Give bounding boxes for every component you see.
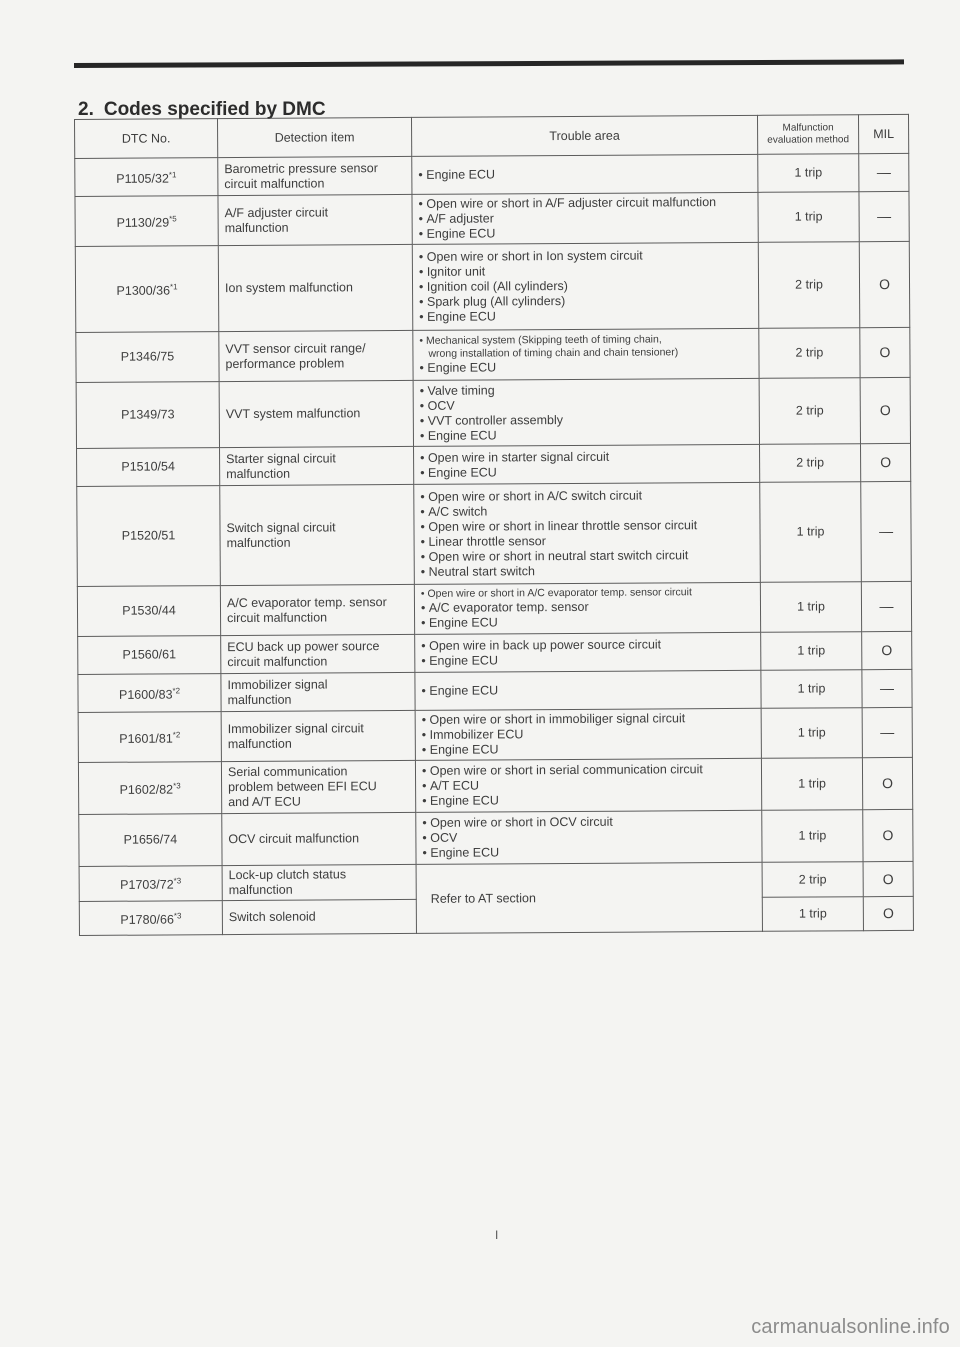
table-header-row (75, 114, 909, 158)
trouble-area-item: • Engine ECU (422, 741, 755, 758)
detection-item-cell (218, 244, 413, 331)
trouble-area-list (418, 166, 751, 183)
table-row (78, 707, 912, 762)
trouble-area-list (418, 195, 751, 242)
detection-item-cell (222, 864, 416, 900)
detection-item-line: Immobilizer signal (227, 676, 328, 692)
detection-item-line: malfunction (227, 692, 292, 707)
trouble-area-item: • Open wire in starter signal circuit (420, 448, 753, 465)
trouble-area-list (419, 248, 752, 325)
detection-item-cell (219, 380, 413, 447)
dtc-code-cell (78, 712, 221, 763)
trouble-area-item: • A/C switch (420, 502, 753, 519)
trouble-area-list (420, 381, 753, 443)
table-row (79, 809, 913, 866)
dtc-code-cell (77, 486, 221, 587)
detection-item-line: Serial communication (227, 764, 348, 780)
detection-item-cell (220, 584, 414, 635)
detection-item-line: Starter signal circuit (226, 450, 336, 466)
dtc-code: P1346/75 (120, 349, 175, 364)
mil-indicator-cell: — (862, 669, 912, 707)
trouble-area-list (421, 586, 754, 631)
mil-indicator-cell: — (859, 191, 909, 241)
trouble-area-item: • Valve timing (420, 381, 753, 398)
header-mil: MIL (858, 114, 908, 153)
dtc-code: P1130/29 (116, 215, 170, 230)
evaluation-method-cell: 2 trip (759, 378, 860, 445)
table-row (76, 377, 910, 448)
trouble-area-item: • OCV (420, 396, 753, 413)
detection-item-line: malfunction (226, 535, 291, 550)
mil-indicator-cell: O (860, 443, 910, 481)
dtc-code: P1600/83 (118, 687, 173, 702)
detection-item-line: malfunction (227, 736, 292, 751)
dtc-code: P1601/81 (119, 731, 173, 746)
detection-item-cell (221, 710, 415, 761)
trouble-area-item: • OCV (422, 829, 755, 846)
page-number: I (495, 1228, 499, 1242)
evaluation-method-cell: 1 trip (762, 810, 863, 863)
detection-item-line: Immobilizer signal circuit (227, 720, 364, 736)
header-detection-item: Detection item (218, 117, 412, 157)
dtc-code-cell (75, 246, 219, 333)
dtc-code-cell (79, 901, 222, 936)
dtc-code: P1300/36 (116, 283, 171, 298)
dtc-code-cell (77, 448, 220, 487)
trouble-area-item: • Open wire or short in A/C evaporator temp. sensor circuit (421, 586, 754, 601)
table-row (75, 153, 909, 196)
trouble-area-cell (414, 482, 761, 584)
trouble-area-item: • Engine ECU (420, 426, 753, 443)
trouble-area-item: • Engine ECU (418, 166, 751, 183)
dtc-code-cell (75, 196, 218, 247)
footer-watermark: carmanualsonline.info (751, 1316, 950, 1338)
dtc-code-cell (79, 866, 222, 902)
trouble-area-item: • A/F adjuster (419, 210, 752, 227)
detection-item-line: ECU back up power source (227, 638, 380, 654)
trouble-area-list (420, 487, 754, 579)
detection-item-cell (221, 672, 415, 711)
detection-item-line: Barometric pressure sensor (224, 160, 378, 176)
trouble-area-cell (412, 242, 759, 330)
table-row (77, 481, 912, 586)
trouble-area-item: • Open wire or short in immobiliger signal circuit (422, 711, 755, 728)
mil-indicator-cell: O (860, 377, 910, 443)
table-row (78, 757, 912, 814)
trouble-area-item: • VVT controller assembly (420, 411, 753, 428)
trouble-area-list (420, 448, 753, 480)
trouble-area-item: • Open wire or short in A/C switch circuit (420, 487, 753, 504)
mil-indicator-cell: O (863, 861, 913, 896)
dtc-footnote-mark: *3 (173, 876, 182, 886)
mil-indicator-cell: O (863, 809, 913, 861)
detection-item-cell (221, 634, 415, 673)
dtc-code: P1349/73 (120, 407, 175, 422)
dtc-code-cell (75, 158, 218, 197)
header-trouble-area: Trouble area (411, 115, 757, 156)
trouble-area-cell (415, 708, 761, 760)
header-dtc-no: DTC No. (75, 119, 218, 159)
trouble-area-item: • Ignition coil (All cylinders) (419, 278, 752, 295)
evaluation-method-cell: 1 trip (762, 897, 863, 932)
dtc-code-cell (78, 762, 221, 815)
trouble-area-cell (414, 582, 760, 634)
table-row (77, 581, 911, 636)
trouble-area-item: • Engine ECU (421, 682, 754, 699)
evaluation-method-cell: 2 trip (758, 242, 860, 329)
trouble-area-cell (416, 810, 762, 864)
evaluation-method-cell: 1 trip (758, 154, 859, 193)
trouble-area-cell (412, 154, 758, 194)
trouble-area-list (422, 762, 755, 809)
dtc-code: P1520/51 (121, 528, 176, 543)
trouble-area-item: wrong installation of timing chain and chain tensioner) (428, 346, 679, 360)
dtc-table (74, 114, 914, 936)
detection-item-cell (222, 899, 416, 934)
table-body (75, 153, 914, 935)
mil-indicator-cell: — (861, 481, 912, 581)
trouble-area-cell (412, 192, 758, 244)
dtc-code: P1560/61 (122, 647, 177, 662)
table-row (78, 631, 912, 674)
trouble-area-item: • Linear throttle sensor (421, 532, 754, 549)
trouble-area-merged-cell: Refer to AT section (416, 862, 762, 933)
trouble-area-item: • Mechanical system (Skipping teeth of timing chain, (419, 333, 752, 348)
detection-item-line: malfunction (224, 220, 289, 235)
dtc-code: P1105/32 (116, 171, 169, 186)
evaluation-method-cell: 1 trip (760, 482, 862, 583)
top-rule (74, 59, 904, 68)
dtc-code: P1703/72 (120, 877, 174, 893)
trouble-area-item: • Engine ECU (419, 308, 752, 325)
dtc-code-cell (78, 636, 221, 675)
trouble-area-item: • A/T ECU (422, 777, 755, 794)
detection-item-line: A/F adjuster circuit (224, 204, 329, 220)
dtc-code-cell (76, 332, 219, 383)
evaluation-method-cell: 1 trip (761, 632, 862, 671)
trouble-area-list (422, 711, 755, 758)
detection-item-line: problem between EFI ECU (228, 779, 377, 795)
trouble-area-item: • Engine ECU (421, 651, 754, 668)
detection-item-line: malfunction (226, 466, 291, 481)
dtc-footnote-mark: *2 (172, 730, 181, 740)
trouble-area-item: • Open wire or short in neutral start switch circuit (421, 547, 754, 564)
trouble-area-item: • Engine ECU (419, 225, 752, 242)
trouble-area-list (421, 682, 754, 699)
trouble-area-item: • A/C evaporator temp. sensor (421, 599, 754, 616)
detection-item-line: VVT sensor circuit range/ (225, 340, 366, 356)
dtc-code: P1780/66 (120, 912, 174, 927)
dtc-code-cell (79, 814, 222, 867)
trouble-area-list (421, 636, 754, 668)
detection-item-line: A/C evaporator temp. sensor (226, 594, 387, 610)
table-row (78, 669, 912, 712)
evaluation-method-cell: 2 trip (762, 862, 863, 898)
trouble-area-item: • Neutral start switch (421, 562, 754, 579)
header-evaluation-method (757, 115, 858, 155)
detection-item-line: VVT system malfunction (225, 406, 361, 422)
detection-item-line: and A/T ECU (228, 794, 301, 810)
trouble-area-cell (413, 328, 759, 380)
detection-item-line: performance problem (225, 355, 345, 371)
mil-indicator-cell: — (861, 581, 911, 631)
trouble-area-item: • Ignitor unit (419, 263, 752, 280)
trouble-area-cell (413, 378, 759, 446)
header-evaluation-line-2: evaluation method (767, 134, 850, 146)
dtc-footnote-mark: *1 (168, 170, 177, 180)
evaluation-method-cell: 1 trip (761, 670, 862, 709)
dtc-footnote-mark: *5 (169, 214, 177, 224)
trouble-area-cell (415, 670, 761, 710)
dtc-code: P1530/44 (122, 603, 176, 618)
dtc-footnote-mark: *3 (173, 781, 181, 791)
mil-indicator-cell: O (862, 631, 912, 669)
header-evaluation-line-1: Malfunction (782, 122, 834, 134)
trouble-area-item: • Open wire or short in linear throttle sensor circuit (420, 517, 753, 534)
detection-item-line: Switch signal circuit (226, 519, 336, 535)
table-row (75, 241, 910, 332)
mil-indicator-cell: O (862, 757, 912, 809)
detection-item-line: circuit malfunction (227, 609, 328, 625)
trouble-area-item: • Engine ECU (419, 359, 752, 376)
dtc-code-cell (77, 586, 220, 637)
detection-item-line: Switch solenoid (228, 909, 316, 925)
trouble-area-item: • Open wire in back up power source circuit (421, 636, 754, 653)
mil-indicator-cell: O (860, 327, 910, 377)
mil-indicator-cell: O (863, 896, 913, 930)
trouble-area-cell (414, 444, 760, 484)
dtc-footnote-mark: *2 (172, 686, 181, 696)
detection-item-cell (219, 330, 413, 381)
trouble-area-cell (415, 758, 761, 812)
evaluation-method-cell: 1 trip (758, 192, 859, 243)
table-row (77, 443, 911, 486)
trouble-area-item: • Engine ECU (420, 463, 753, 480)
dtc-code: P1510/54 (121, 459, 175, 474)
detection-item-line: malfunction (228, 882, 293, 898)
table-row (75, 191, 909, 246)
mil-indicator-cell: O (859, 241, 910, 327)
trouble-area-item: • Engine ECU (422, 792, 755, 809)
detection-item-cell (218, 194, 412, 245)
evaluation-method-cell: 2 trip (760, 444, 861, 483)
trouble-area-item: • Engine ECU (422, 844, 755, 861)
trouble-area-list (419, 333, 752, 376)
detection-item-cell (218, 156, 412, 195)
section-title: Codes specified by DMC (103, 99, 326, 120)
mil-indicator-cell: — (859, 153, 909, 191)
detection-item-line: Ion system malfunction (224, 280, 353, 296)
detection-item-line: circuit malfunction (224, 175, 325, 191)
detection-item-line: OCV circuit malfunction (228, 831, 360, 847)
trouble-area-cell (415, 632, 761, 672)
dtc-code-cell (76, 382, 219, 449)
detection-item-line: circuit malfunction (227, 653, 328, 669)
section-number: 2. (78, 99, 94, 120)
trouble-area-item: • Open wire or short in serial communication circuit (422, 762, 755, 779)
dtc-footnote-mark: *1 (169, 282, 178, 292)
dtc-footnote-mark: *3 (173, 911, 182, 921)
evaluation-method-cell: 2 trip (759, 328, 860, 379)
dtc-code: P1656/74 (123, 832, 178, 847)
trouble-area-item: • Engine ECU (421, 614, 754, 631)
detection-item-cell (222, 812, 416, 865)
dtc-code: P1602/82 (119, 782, 174, 797)
trouble-area-item: • Open wire or short in A/F adjuster circuit malfunction (418, 195, 751, 212)
dtc-code-cell (78, 674, 221, 713)
detection-item-cell (221, 760, 415, 813)
detection-item-line: Lock-up clutch status (228, 867, 347, 883)
mil-indicator-cell: — (862, 707, 912, 757)
detection-item-cell (220, 484, 415, 585)
detection-item-cell (220, 446, 414, 485)
trouble-area-item: • Spark plug (All cylinders) (419, 293, 752, 310)
trouble-area-list (422, 814, 755, 861)
table-row (79, 861, 913, 901)
evaluation-method-cell: 1 trip (761, 708, 862, 759)
trouble-area-item: • Open wire or short in Ion system circuit (419, 248, 752, 265)
trouble-area-item: • Immobilizer ECU (422, 726, 755, 743)
trouble-area-item: • Open wire or short in OCV circuit (422, 814, 755, 831)
table-row (76, 327, 910, 382)
evaluation-method-cell: 1 trip (760, 582, 861, 633)
evaluation-method-cell: 1 trip (761, 758, 862, 811)
